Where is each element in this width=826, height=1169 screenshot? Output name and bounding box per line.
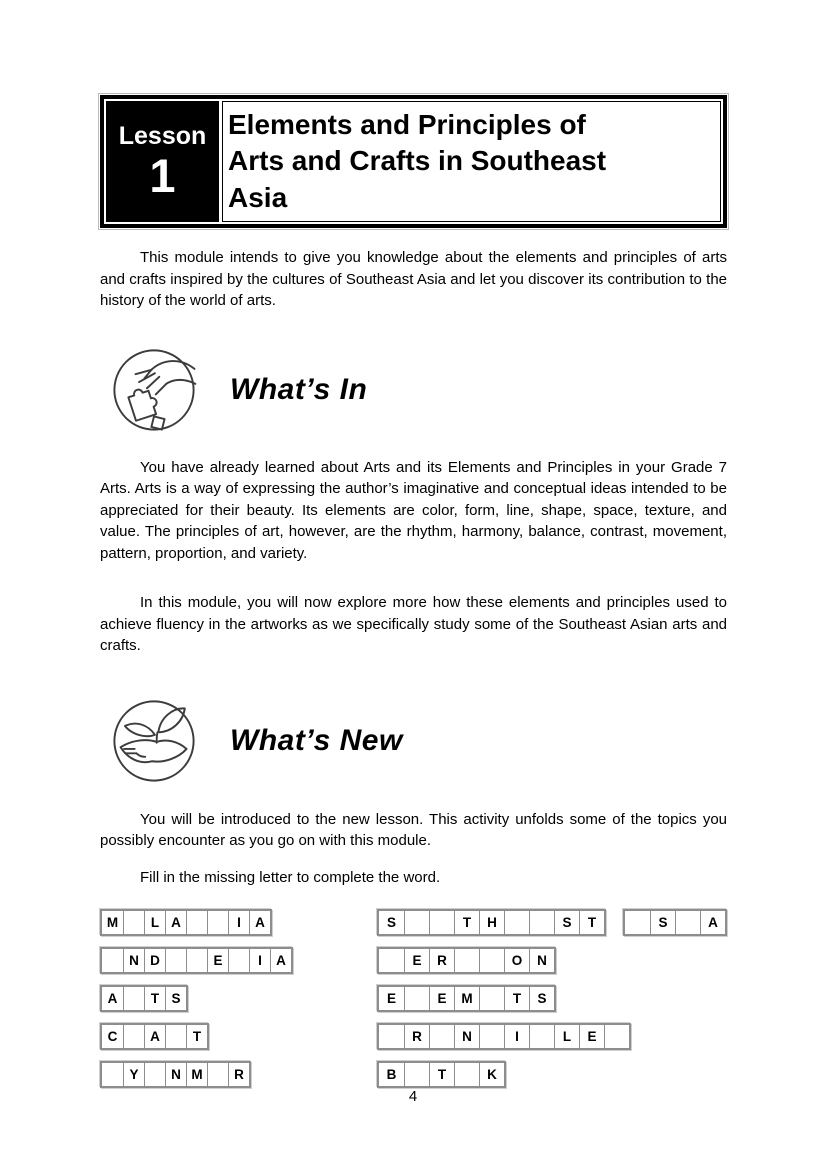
letter-box-filled: R bbox=[228, 1063, 249, 1086]
letter-box-filled: M bbox=[454, 987, 479, 1010]
letter-box-filled: N bbox=[454, 1025, 479, 1048]
letter-box-blank bbox=[207, 911, 228, 934]
puzzle-column bbox=[377, 909, 727, 936]
letter-box-blank bbox=[207, 1063, 228, 1086]
puzzle-row bbox=[100, 1061, 727, 1088]
letter-box-blank bbox=[379, 1025, 404, 1048]
letter-box-blank bbox=[604, 1025, 629, 1048]
letter-box-filled: E bbox=[404, 949, 429, 972]
letter-box-blank bbox=[429, 911, 454, 934]
letter-box-filled: S bbox=[529, 987, 554, 1010]
page-number: 4 bbox=[408, 1088, 418, 1105]
whats-new-heading: What’s New bbox=[230, 723, 403, 757]
letter-box-blank bbox=[404, 911, 429, 934]
hand-puzzle-piece-icon bbox=[110, 346, 198, 434]
letter-box-filled: T bbox=[579, 911, 604, 934]
letter-box-blank bbox=[454, 1063, 479, 1086]
letter-box-filled: S bbox=[554, 911, 579, 934]
letter-puzzle-grid bbox=[100, 909, 727, 1088]
letter-box-group bbox=[100, 1061, 251, 1088]
letter-box-filled: M bbox=[186, 1063, 207, 1086]
letter-box-filled: Y bbox=[123, 1063, 144, 1086]
puzzle-column bbox=[100, 1023, 377, 1050]
letter-box-group bbox=[377, 985, 556, 1012]
lesson-number-cell bbox=[106, 101, 219, 222]
letter-box-group bbox=[377, 1061, 506, 1088]
letter-box-filled: A bbox=[700, 911, 725, 934]
whats-new-section-header bbox=[100, 697, 727, 785]
letter-box-filled: K bbox=[479, 1063, 504, 1086]
lesson-header-banner bbox=[100, 95, 727, 228]
letter-box-filled: E bbox=[429, 987, 454, 1010]
letter-box-blank bbox=[228, 949, 249, 972]
letter-box-filled: A bbox=[107, 991, 118, 1006]
letter-box-filled: A bbox=[165, 911, 186, 934]
letter-box-group bbox=[100, 947, 293, 974]
puzzle-column bbox=[377, 1061, 727, 1088]
letter-box-group bbox=[377, 947, 556, 974]
lesson-label: Lesson bbox=[118, 122, 207, 151]
letter-box-filled: H bbox=[479, 911, 504, 934]
letter-box-filled: S bbox=[650, 911, 675, 934]
letter-box-group bbox=[100, 985, 188, 1012]
puzzle-column bbox=[100, 1061, 377, 1088]
letter-box-group bbox=[623, 909, 727, 936]
puzzle-row bbox=[100, 1023, 727, 1050]
letter-box-blank bbox=[429, 1025, 454, 1048]
letter-box-filled: O bbox=[504, 949, 529, 972]
page-content bbox=[100, 0, 727, 1099]
letter-box-filled: D bbox=[144, 949, 165, 972]
whats-new-paragraph: You will be introduced to the new lesson. This activity unfolds some of the topics you possibly encounter as you go on with this module. bbox=[100, 810, 727, 849]
letter-box-blank bbox=[144, 1063, 165, 1086]
hand-seedling-icon bbox=[110, 697, 198, 785]
lesson-number: 1 bbox=[149, 148, 176, 202]
letter-box-filled: A bbox=[270, 949, 291, 972]
puzzle-column bbox=[377, 985, 727, 1012]
letter-box-filled: M bbox=[106, 915, 119, 930]
letter-box-filled: I bbox=[249, 949, 270, 972]
letter-box-filled: S bbox=[386, 915, 396, 930]
letter-box-filled: C bbox=[107, 1029, 118, 1044]
letter-box-filled: N bbox=[123, 949, 144, 972]
letter-box-filled: E bbox=[207, 949, 228, 972]
lesson-title-line: Elements and Principles of bbox=[228, 108, 586, 140]
letter-box-filled: T bbox=[144, 987, 165, 1010]
letter-box-blank bbox=[675, 911, 700, 934]
lesson-title-line: Arts and Crafts in Southeast bbox=[228, 145, 607, 177]
letter-box-blank bbox=[404, 1063, 429, 1086]
lesson-title-line: Asia bbox=[228, 181, 288, 213]
letter-box-blank bbox=[123, 911, 144, 934]
letter-box-blank bbox=[102, 949, 123, 972]
letter-box-filled: R bbox=[429, 949, 454, 972]
letter-box-filled: S bbox=[165, 987, 186, 1010]
puzzle-column bbox=[377, 1023, 727, 1050]
letter-box-filled: N bbox=[529, 949, 554, 972]
letter-box-blank bbox=[504, 911, 529, 934]
letter-box-filled: I bbox=[504, 1025, 529, 1048]
letter-box-filled: L bbox=[554, 1025, 579, 1048]
letter-box-blank bbox=[123, 1025, 144, 1048]
letter-box-blank bbox=[102, 1063, 123, 1086]
puzzle-row bbox=[100, 947, 727, 974]
letter-box-filled: T bbox=[429, 1063, 454, 1086]
letter-box-filled: L bbox=[144, 911, 165, 934]
letter-box-blank bbox=[165, 1025, 186, 1048]
letter-box-filled: N bbox=[165, 1063, 186, 1086]
letter-box-blank bbox=[404, 987, 429, 1010]
letter-box-blank bbox=[529, 1025, 554, 1048]
letter-box-filled: A bbox=[144, 1025, 165, 1048]
letter-box-blank bbox=[186, 911, 207, 934]
letter-box-blank bbox=[479, 987, 504, 1010]
letter-box-blank bbox=[625, 911, 650, 934]
letter-box-filled: T bbox=[504, 987, 529, 1010]
letter-box-blank bbox=[379, 949, 404, 972]
puzzle-column bbox=[377, 947, 727, 974]
letter-box-blank bbox=[165, 949, 186, 972]
letter-box-group bbox=[377, 1023, 631, 1050]
lesson-title-cell bbox=[222, 101, 721, 222]
puzzle-column bbox=[100, 947, 377, 974]
letter-box-blank bbox=[529, 911, 554, 934]
letter-box-blank bbox=[186, 949, 207, 972]
intro-paragraph: This module intends to give you knowledge about the elements and principles of arts and crafts inspired by the cultures of Southeast Asia and let you discover its contribution to the history of the world of arts. bbox=[100, 249, 727, 309]
letter-box-group bbox=[100, 909, 272, 936]
whats-in-heading: What’s In bbox=[230, 372, 368, 406]
whats-in-section-header bbox=[100, 346, 727, 434]
letter-box-filled: B bbox=[386, 1067, 397, 1082]
puzzle-instruction: Fill in the missing letter to complete the word. bbox=[140, 868, 441, 886]
whats-in-paragraph-1: You have already learned about Arts and its Elements and Principles in your Grade 7 Arts. Arts is a way of expressing the author’s imaginative and conceptual ideas intended to be appreciated for their beauty. Its elements are color, form, line, shape, space, texture, and value. The principles of art, however, are the rhythm, harmony, balance, contrast, movement, pattern, proportion, and variety. bbox=[100, 458, 727, 562]
puzzle-column bbox=[100, 985, 377, 1012]
letter-box-filled: A bbox=[249, 911, 270, 934]
letter-box-group bbox=[100, 1023, 209, 1050]
letter-box-blank bbox=[123, 987, 144, 1010]
letter-box-filled: I bbox=[228, 911, 249, 934]
letter-box-filled: T bbox=[454, 911, 479, 934]
letter-box-blank bbox=[479, 949, 504, 972]
whats-in-paragraph-2: In this module, you will now explore more how these elements and principles used to achieve fluency in the artworks as we specifically study some of the Southeast Asian arts and crafts. bbox=[100, 594, 727, 654]
letter-box-filled: E bbox=[579, 1025, 604, 1048]
letter-box-group bbox=[377, 909, 606, 936]
puzzle-column bbox=[100, 909, 377, 936]
letter-box-filled: R bbox=[404, 1025, 429, 1048]
letter-box-blank bbox=[454, 949, 479, 972]
puzzle-row bbox=[100, 909, 727, 936]
puzzle-row bbox=[100, 985, 727, 1012]
letter-box-filled: T bbox=[186, 1025, 207, 1048]
letter-box-filled: E bbox=[386, 991, 396, 1006]
letter-box-blank bbox=[479, 1025, 504, 1048]
